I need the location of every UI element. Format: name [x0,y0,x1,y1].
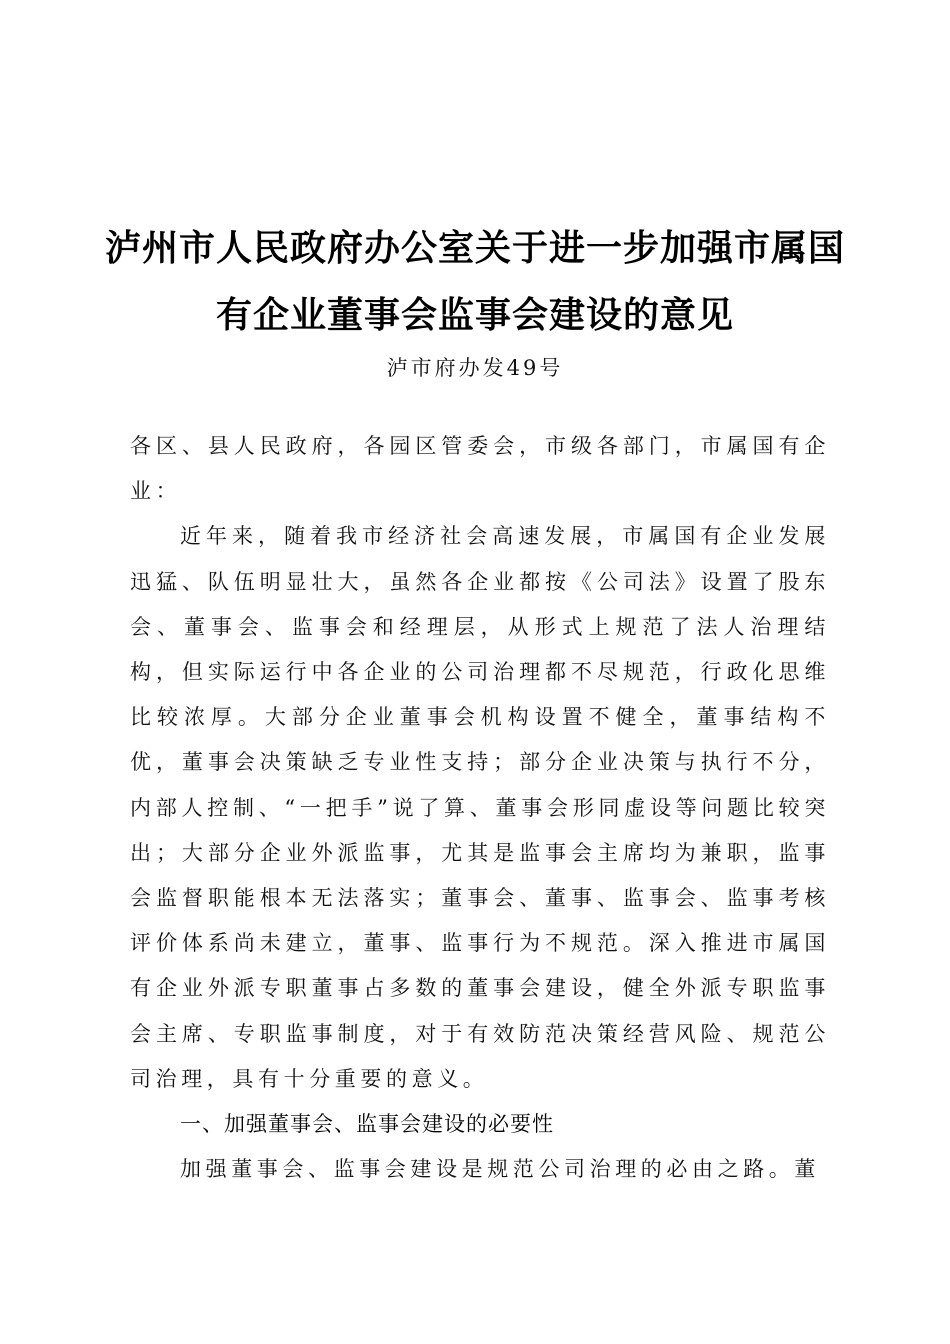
document-body [130,424,830,1192]
document-number: 泸市府办发49号 [386,356,564,380]
document-title-line-1: 泸州市人民政府办公室关于进一步加强市属国 [104,228,845,269]
salutation: 各区、县人民政府，各园区管委会，市级各部门，市属国有企业： [130,434,830,504]
body-paragraph-1: 近年来，随着我市经济社会高速发展，市属国有企业发展迅猛、队伍明显壮大，虽然各企业都按《公司法》设置了股东会、董事会、监事会和经理层，从形式上规范了法人治理结构，但实际运行中各企业的公司治理都不尽规范，行政化思维比较浓厚。大部分企业董事会机构设置不健全，董事结构不优，董事会决策缺乏专业性支持；部分企业决策与执行不分，内部人控制、“一把手”说了算、董事会形同虚设等问题比较突出；大部分企业外派监事，尤其是监事会主席均为兼职，监事会监督职能根本无法落实；董事会、董事、监事会、监事考核评价体系尚未建立，董事、监事行为不规范。深入推进市属国有企业外派专职董事占多数的董事会建设，健全外派专职监事会主席、专职监事制度，对于有效防范决策经营风险、规范公司治理，具有十分重要的意义。 [130,524,830,1091]
body-paragraph-2: 加强董事会、监事会建设是规范公司治理的必由之路。董 [180,1157,820,1182]
document-title-line-2: 有企业董事会监事会建设的意见 [215,295,734,336]
section-heading-1: 一、加强董事会、监事会建设的必要性 [180,1112,554,1137]
